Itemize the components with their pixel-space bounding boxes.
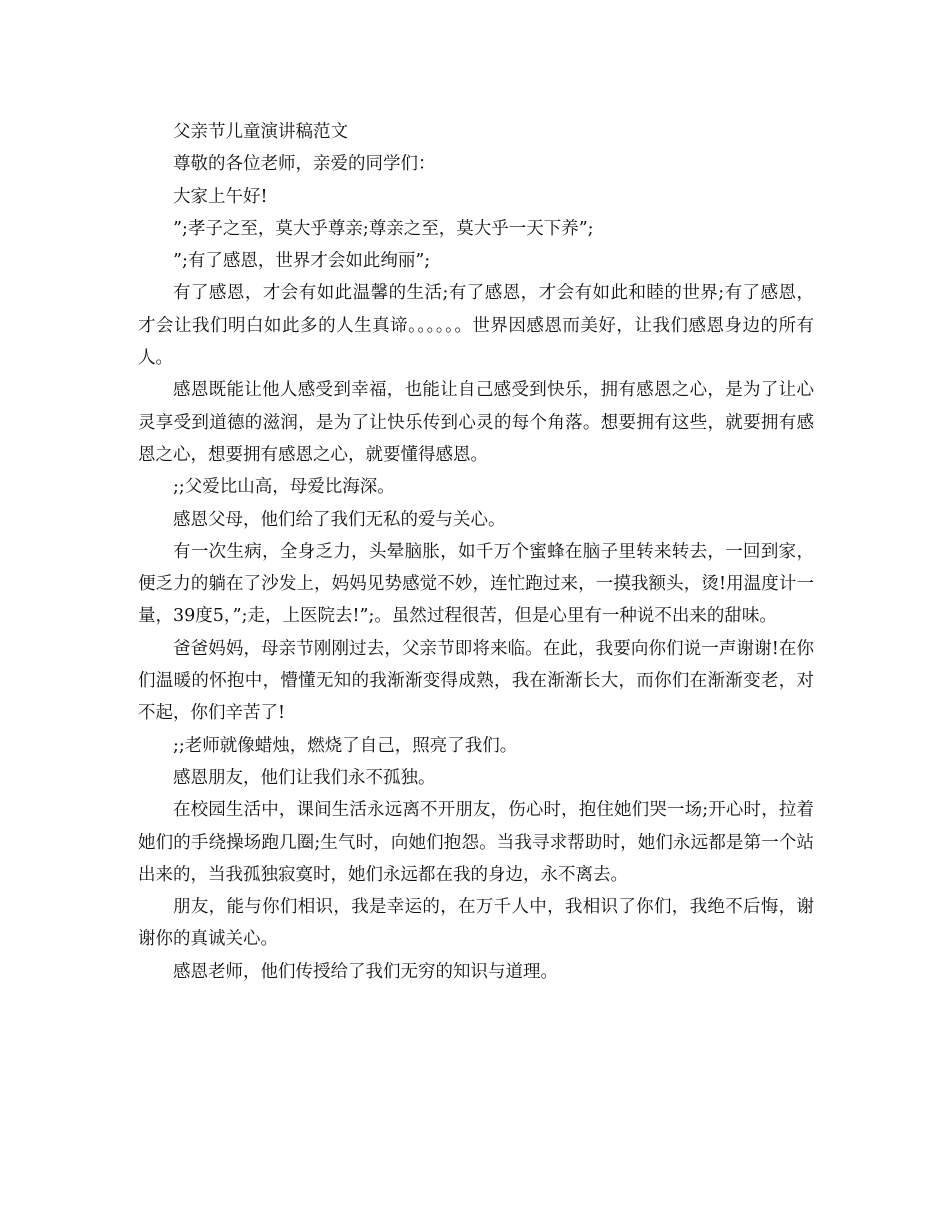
- paragraph: 感恩既能让他人感受到幸福，也能让自己感受到快乐，拥有感恩之心，是为了让心灵享受到道德的滋润，是为了让快乐传到心灵的每个角落。想要拥有这些，就要拥有感恩之心，想要拥有感恩之心，就要懂得感恩。: [138, 380, 814, 465]
- document-title: 父亲节儿童演讲稿范文: [173, 122, 348, 142]
- paragraph: 感恩老师，他们传授给了我们无穷的知识与道理。: [173, 961, 558, 982]
- paragraph: 朋友，能与你们相识，我是幸运的，在万千人中，我相识了你们，我绝不后悔，谢谢你的真诚关心。: [138, 897, 814, 950]
- paragraph: 感恩父母，他们给了我们无私的爱与关心。: [173, 509, 506, 530]
- paragraph: 在校园生活中，课间生活永远离不开朋友，伤心时，抱住她们哭一场;开心时，拉着她们的手绕操场跑几圈;生气时，向她们抱怨。当我寻求帮助时，她们永远都是第一个站出来的，当我孤独寂寞时，她们永远都在我的身边，永不离去。: [138, 800, 814, 885]
- paragraph: 大家上午好!: [173, 186, 268, 207]
- paragraph: ”;有了感恩，世界才会如此绚丽”;: [173, 251, 431, 272]
- paragraph: ;;父爱比山高，母爱比海深。: [173, 477, 395, 498]
- paragraph: 有一次生病，全身乏力，头晕脑胀，如千万个蜜蜂在脑子里转来转去，一回到家，便乏力的躺在了沙发上，妈妈见势感觉不妙，连忙跑过来，一摸我额头，烫!用温度计一量，39度5，”;走，上医院去!”;。虽然过程很苦，但是心里有一种说不出来的甜味。: [138, 541, 814, 627]
- paragraph: ”;孝子之至，莫大乎尊亲;尊亲之至，莫大乎一天下养”;: [173, 218, 594, 239]
- paragraph: 尊敬的各位老师，亲爱的同学们：: [173, 154, 436, 175]
- paragraph: 爸爸妈妈，母亲节刚刚过去，父亲节即将来临。在此，我要向你们说一声谢谢!在你们温暖的怀抱中，懵懂无知的我渐渐变得成熟，我在渐渐长大，而你们在渐渐变老，对不起，你们辛苦了!: [138, 638, 814, 724]
- paragraph: ;;老师就像蜡烛，燃烧了自己，照亮了我们。: [173, 735, 518, 756]
- paragraph: 有了感恩，才会有如此温馨的生活;有了感恩，才会有如此和睦的世界;有了感恩，才会让我们明白如此多的人生真谛。。。。。。世界因感恩而美好，让我们感恩身边的所有人。: [138, 283, 814, 369]
- paragraph: 感恩朋友，他们让我们永不孤独。: [173, 767, 436, 788]
- document-body: [138, 116, 814, 988]
